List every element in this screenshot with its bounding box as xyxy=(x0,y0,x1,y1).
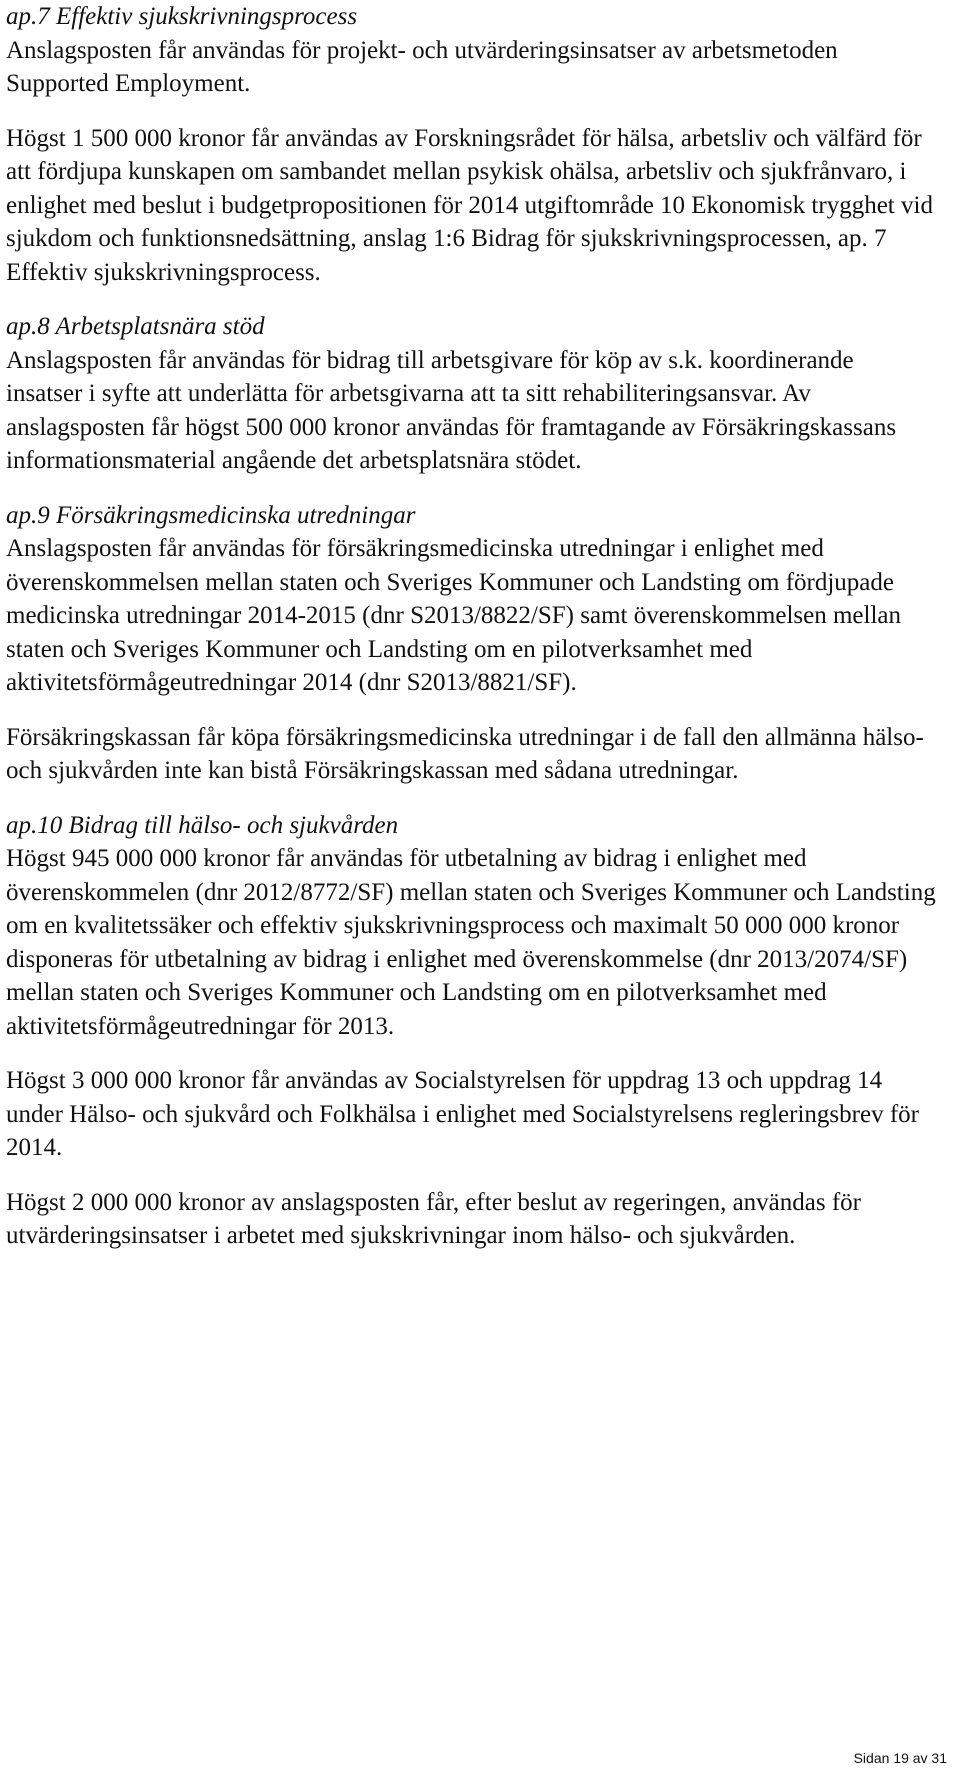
section-heading: ap.9 Försäkringsmedicinska utredningar xyxy=(6,501,416,529)
page-number: Sidan 19 av 31 xyxy=(853,1750,947,1766)
section-heading: ap.8 Arbetsplatsnära stöd xyxy=(6,313,265,340)
paragraph: Högst 945 000 000 kronor får användas för utbetalning av bidrag i enlighet med överenskommelen (dnr 2012/8772/SF) mellan staten och Sveriges Kommuner och Landsting om en kvalitetssäker och effektiv sjukskrivningsprocess och maximalt 50 000 000 kronor disponeras för utbetalning av bidrag i enlighet med överenskommelse (dnr 2013/2074/SF) mellan staten och Sveriges Kommuner och Landsting om en pilotverksamhet med aktivitetsförmågeutredningar för 2013. xyxy=(6,845,936,1040)
section-heading: ap.10 Bidrag till hälso- och sjukvården xyxy=(6,811,399,839)
paragraph: Högst 3 000 000 kronor får användas av Socialstyrelsen för uppdrag 13 och uppdrag 14 under Hälso- och sjukvård och Folkhälsa i enlighet med Socialstyrelsens regleringsbrev för 2014. xyxy=(6,1067,919,1161)
section-heading: ap.7 Effektiv sjukskrivningsprocess xyxy=(6,3,358,30)
paragraph: Anslagsposten får användas för projekt- och utvärderingsinsatser av arbetsmetoden Supported Employment. xyxy=(6,36,838,97)
paragraph: Anslagsposten får användas för försäkringsmedicinska utredningar i enlighet med överenskommelsen mellan staten och Sveriges Kommuner och Landsting om fördjupade medicinska utredningar 2014-2015 (dnr S2013/8822/SF) samt överenskommelsen mellan staten och Sveriges Kommuner och Landsting om en pilotverksamhet med aktivitetsförmågeutredningar 2014 (dnr S2013/8821/SF). xyxy=(6,535,901,696)
section-ap10 xyxy=(6,809,936,1253)
paragraph: Försäkringskassan får köpa försäkringsmedicinska utredningar i de fall den allmänna hälso- och sjukvården inte kan bistå Försäkringskassan med sådana utredningar. xyxy=(6,723,924,784)
section-ap8 xyxy=(6,310,936,478)
paragraph: Högst 1 500 000 kronor får användas av Forskningsrådet för hälsa, arbetsliv och välfärd för att fördjupa kunskapen om sambandet mellan psykisk ohälsa, arbetsliv och sjukfrånvaro, i enlighet med beslut i budgetpropositionen för 2014 utgiftområde 10 Ekonomisk trygghet vid sjukdom och funktionsnedsättning, anslag 1:6 Bidrag för sjukskrivningsprocessen, ap. 7 Effektiv sjukskrivningsprocess. xyxy=(6,124,933,286)
section-ap7 xyxy=(6,0,936,289)
section-ap9 xyxy=(6,499,936,788)
paragraph: Anslagsposten får användas för bidrag till arbetsgivare för köp av s.k. koordinerande insatser i syfte att underlätta för arbetsgivarna att ta sitt rehabiliteringsansvar. Av anslagsposten får högst 500 000 kronor användas för framtagande av Försäkringskassans informationsmaterial angående det arbetsplatsnära stödet. xyxy=(6,346,897,474)
paragraph: Högst 2 000 000 kronor av anslagsposten får, efter beslut av regeringen, användas för utvärderingsinsatser i arbetet med sjukskrivningar inom hälso- och sjukvården. xyxy=(6,1188,861,1249)
document-body xyxy=(6,0,936,1274)
